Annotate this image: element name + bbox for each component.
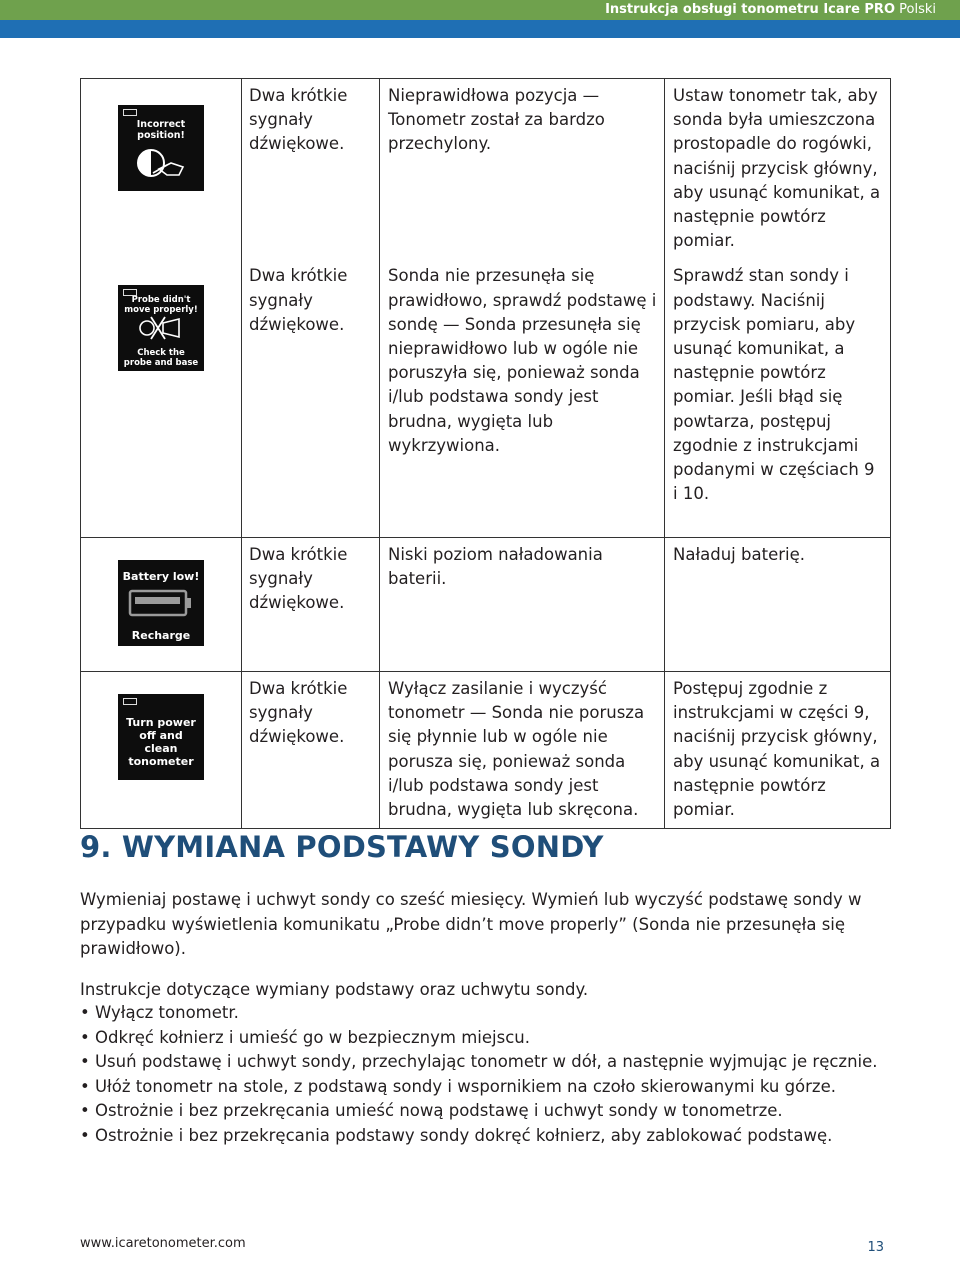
fix-text: Naładuj baterię. [665,537,891,671]
screen-sub-message: Check the probe and base [123,348,199,369]
device-screen-clean-tonometer [118,694,204,780]
battery-indicator-icon [123,109,137,116]
manual-title: Instrukcja obsługi tonometru Icare PRO [605,2,895,17]
header-bar [0,0,960,38]
signal-text: Dwa krótkie sygnały dźwiękowe. [242,79,380,260]
screen-message: Battery low! [122,569,200,583]
probe-tilt-icon [131,143,191,183]
list-item: • Ostrożnie i bez przekręcania umieść nową podstawę i uchwyt sondy w tonometrze. [80,1099,910,1124]
fix-text: Sprawdź stan sondy i podstawy. Naciśnij przycisk pomiaru, aby usunąć komunikat, a następnie powtórz pomiar. Jeśli błąd się powtarza, postępuj zgodnie z instrukcjami podanymi w częściach 9 i 10. [665,259,891,537]
table-row [81,79,891,260]
header-title [605,0,936,20]
cause-text: Sonda nie przesunęła się prawidłowo, sprawdź podstawę i sondę — Sonda przesunęła się nieprawidłowo lub w ogóle nie poruszyła się, ponieważ sonda i/lub podstawa sondy jest brudna, wygięta lub wykrzywiona. [380,259,665,537]
device-screen-battery-low [118,560,204,646]
table-row [81,259,891,537]
screen-image-cell [81,671,242,828]
footer-website-link[interactable]: www.icaretonometer.com [80,1236,246,1251]
section-paragraph: Wymieniaj postawę i uchwyt sondy co sześć miesięcy. Wymień lub wyczyść podstawę sondy w przypadku wyświetlenia komunikatu „Probe didn’t move properly” (Sonda nie przesunęła się prawidłowo). [80,890,862,958]
table-row [81,671,891,828]
header-blue-band [0,20,960,38]
screen-image-cell [81,79,242,260]
screen-sub-message: Recharge [131,628,191,642]
cause-text: Wyłącz zasilanie i wyczyść tonometr — Sonda nie porusza się płynnie lub w ogóle nie porusza się, ponieważ sonda i/lub podstawa sondy jest brudna, wygięta lub skręcona. [380,671,665,828]
replacement-steps-list [80,1001,910,1148]
fix-text: Postępuj zgodnie z instrukcjami w części 9, naciśnij przycisk główny, aby usunąć komunikat, a następnie powtórz pomiar. [665,671,891,828]
signal-text: Dwa krótkie sygnały dźwiękowe. [242,671,380,828]
list-item: • Usuń podstawę i uchwyt sondy, przechylając tonometr w dół, a następnie wyjmując je ręcznie. [80,1050,910,1075]
device-screen-incorrect-position [118,105,204,191]
instructions-intro: Instrukcje dotyczące wymiany podstawy oraz uchwytu sondy. [80,980,589,999]
screen-image-cell [81,259,242,537]
battery-indicator-icon [123,289,137,296]
screen-message: Incorrect position! [136,119,186,141]
list-item: • Ułóż tonometr na stole, z podstawą sondy i wspornikiem na czoło skierowanymi ku górze. [80,1075,910,1100]
list-item: • Odkręć kołnierz i umieść go w bezpiecznym miejscu. [80,1026,910,1051]
table-row [81,537,891,671]
section-heading: 9. WYMIANA PODSTAWY SONDY [80,830,604,864]
language-label: Polski [899,2,936,17]
fix-text: Ustaw tonometr tak, aby sonda była umieszczona prostopadle do rogówki, naciśnij przycisk główny, aby usunąć komunikat, a następnie powtórz pomiar. [665,79,891,260]
list-item: • Wyłącz tonometr. [80,1001,910,1026]
cause-text: Niski poziom naładowania baterii. [380,537,665,671]
screen-message: Turn power off and clean tonometer [126,715,196,768]
signal-text: Dwa krótkie sygnały dźwiękowe. [242,537,380,671]
screen-message: Probe didn't move properly! [124,295,198,316]
page-number: 13 [867,1240,884,1255]
device-screen-probe-error [118,285,204,371]
list-item: • Ostrożnie i bez przekręcania podstawy sondy dokręć kołnierz, aby zablokować podstawę. [80,1124,910,1149]
cause-text: Nieprawidłowa pozycja — Tonometr został za bardzo przechylony. [380,79,665,260]
error-messages-table [80,78,891,829]
battery-icon [126,587,196,619]
battery-indicator-icon [123,698,137,705]
signal-text: Dwa krótkie sygnały dźwiękowe. [242,259,380,537]
probe-error-icon [131,315,191,341]
screen-image-cell [81,537,242,671]
